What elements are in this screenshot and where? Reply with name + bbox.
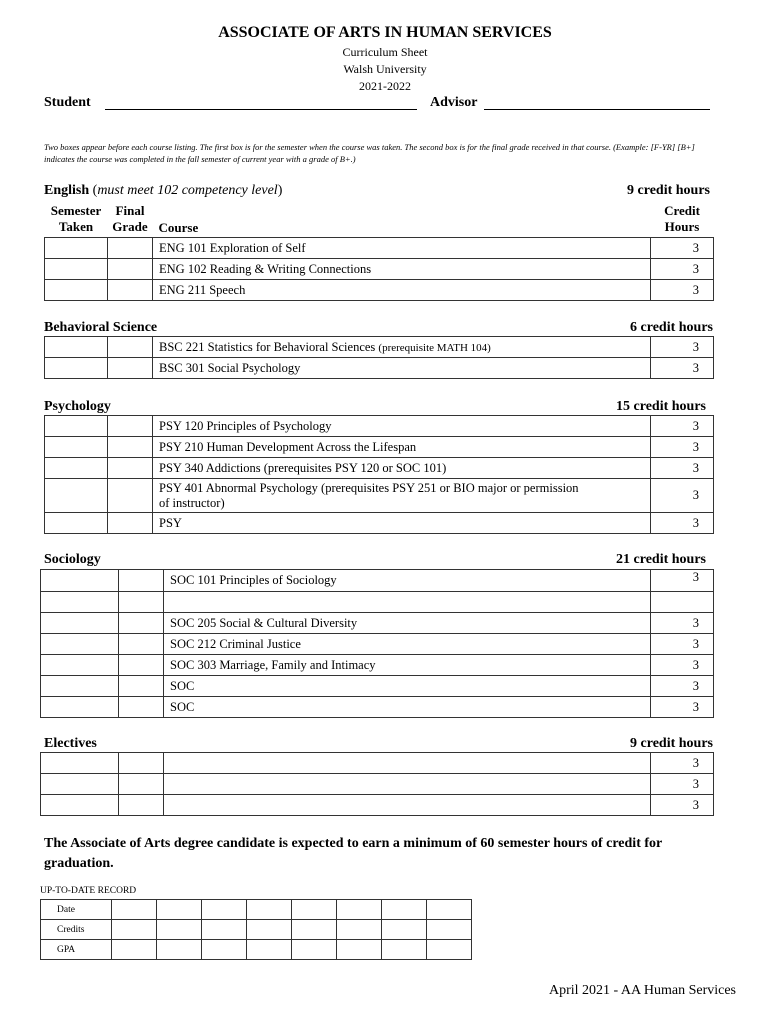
record-row-date <box>41 900 472 920</box>
table-row <box>45 513 714 534</box>
section-title-electives: Electives <box>44 736 97 751</box>
semester-box[interactable] <box>45 280 108 301</box>
table-row <box>45 238 714 259</box>
table-row <box>41 676 714 697</box>
semester-box[interactable] <box>45 358 108 379</box>
record-cell[interactable] <box>247 900 292 920</box>
course-hours: 3 <box>651 280 714 301</box>
semester-box[interactable] <box>45 337 108 358</box>
semester-box[interactable] <box>41 592 119 613</box>
grade-box[interactable] <box>119 634 164 655</box>
record-cell[interactable] <box>337 920 382 940</box>
table-row <box>45 416 714 437</box>
course-name: SOC <box>164 697 651 718</box>
grade-box[interactable] <box>108 337 153 358</box>
grade-box[interactable] <box>108 513 153 534</box>
section-title-behavioral-science: Behavioral Science <box>44 320 158 335</box>
grade-box[interactable] <box>119 570 164 592</box>
course-hours <box>651 592 714 613</box>
section-title-sociology: Sociology <box>44 552 101 567</box>
grade-box[interactable] <box>108 416 153 437</box>
section-credits-english: 9 credit hours <box>627 183 710 198</box>
course-name[interactable] <box>164 753 651 774</box>
section-title-english: English (must meet 102 competency level) <box>44 183 283 198</box>
table-row <box>41 795 714 816</box>
student-field[interactable] <box>105 109 417 110</box>
record-cell[interactable] <box>382 940 427 960</box>
record-cell[interactable] <box>247 920 292 940</box>
semester-box[interactable] <box>45 259 108 280</box>
course-name[interactable] <box>164 795 651 816</box>
course-name: PSY 120 Principles of Psychology <box>153 416 651 437</box>
grade-box[interactable] <box>119 753 164 774</box>
course-hours: 3 <box>651 337 714 358</box>
psychology-course-table <box>44 415 714 534</box>
grade-box[interactable] <box>108 437 153 458</box>
record-row-credits <box>41 920 472 940</box>
record-cell[interactable] <box>112 920 157 940</box>
course-hours: 3 <box>651 774 714 795</box>
course-name: SOC 101 Principles of Sociology <box>164 570 651 592</box>
semester-box[interactable] <box>41 676 119 697</box>
grade-box[interactable] <box>108 358 153 379</box>
course-name: PSY 210 Human Development Across the Lifespan <box>153 437 651 458</box>
semester-box[interactable] <box>41 634 119 655</box>
semester-box[interactable] <box>45 238 108 259</box>
course-name: SOC 205 Social & Cultural Diversity <box>164 613 651 634</box>
semester-box[interactable] <box>41 753 119 774</box>
col-course: Course <box>158 220 199 235</box>
record-cell[interactable] <box>337 900 382 920</box>
course-name: ENG 101 Exploration of Self <box>153 238 651 259</box>
subtitle: Curriculum Sheet <box>342 45 428 59</box>
table-row <box>41 697 714 718</box>
course-name: ENG 211 Speech <box>153 280 651 301</box>
advisor-field[interactable] <box>484 109 710 110</box>
semester-box[interactable] <box>41 655 119 676</box>
prerequisite-note: (prerequisite MATH 104) <box>378 341 491 354</box>
semester-box[interactable] <box>45 416 108 437</box>
semester-box[interactable] <box>41 774 119 795</box>
english-course-table <box>44 201 714 301</box>
grade-box[interactable] <box>119 613 164 634</box>
table-row <box>41 655 714 676</box>
course-hours: 3 <box>651 697 714 718</box>
grade-box[interactable] <box>108 259 153 280</box>
course-hours: 3 <box>651 238 714 259</box>
grade-box[interactable] <box>119 592 164 613</box>
course-hours: 3 <box>651 655 714 676</box>
course-hours: 3 <box>651 634 714 655</box>
grade-box[interactable] <box>108 280 153 301</box>
record-cell[interactable] <box>337 940 382 960</box>
table-row <box>45 259 714 280</box>
footer-text: April 2021 - AA Human Services <box>548 983 736 998</box>
col-semester-taken: Semester Taken <box>50 203 102 234</box>
instructions: Two boxes appear before each course listing. The first box is for the semester when the course was taken. The second box is for the final grade received in that course. (Example: [F-YR] [B+] indicates the course was completed in the fall semester of current year with a grade of B+.) <box>44 142 695 164</box>
academic-year: 2021-2022 <box>359 79 411 93</box>
record-cell[interactable] <box>427 940 472 960</box>
course-name[interactable] <box>164 774 651 795</box>
grade-box[interactable] <box>119 655 164 676</box>
table-row <box>45 358 714 379</box>
table-row <box>41 634 714 655</box>
course-hours: 3 <box>651 437 714 458</box>
course-name: SOC 212 Criminal Justice <box>164 634 651 655</box>
course-name: BSC 221 Statistics for Behavioral Sciences (prerequisite MATH 104) <box>153 337 651 358</box>
course-hours: 3 <box>651 259 714 280</box>
course-hours: 3 <box>651 358 714 379</box>
record-row-gpa <box>41 940 472 960</box>
record-cell[interactable] <box>247 940 292 960</box>
record-cell[interactable] <box>427 920 472 940</box>
record-cell[interactable] <box>202 920 247 940</box>
course-name: SOC <box>164 676 651 697</box>
table-row <box>41 570 714 592</box>
course-name <box>164 592 651 613</box>
semester-box[interactable] <box>41 570 119 592</box>
grade-box[interactable] <box>119 697 164 718</box>
course-name: BSC 301 Social Psychology <box>153 358 651 379</box>
table-row <box>45 337 714 358</box>
semester-box[interactable] <box>45 437 108 458</box>
col-final-grade: Final Grade <box>112 203 148 234</box>
electives-course-table <box>40 752 714 816</box>
table-row <box>41 592 714 613</box>
course-name: PSY <box>153 513 651 534</box>
section-credits-psychology: 15 credit hours <box>616 399 706 414</box>
course-name: PSY 340 Addictions (prerequisites PSY 120 or SOC 101) <box>153 458 651 479</box>
table-row <box>45 458 714 479</box>
section-credits-electives: 9 credit hours <box>630 736 713 751</box>
record-label-credits: Credits <box>41 920 112 940</box>
record-cell[interactable] <box>382 900 427 920</box>
semester-box[interactable] <box>41 697 119 718</box>
course-name: ENG 102 Reading & Writing Connections <box>153 259 651 280</box>
university-name: Walsh University <box>343 62 427 76</box>
semester-box[interactable] <box>41 613 119 634</box>
grade-box[interactable] <box>119 676 164 697</box>
record-cell[interactable] <box>202 900 247 920</box>
course-hours: 3 <box>651 570 714 592</box>
table-row <box>45 280 714 301</box>
course-name: SOC 303 Marriage, Family and Intimacy <box>164 655 651 676</box>
record-title: UP-TO-DATE RECORD <box>40 886 137 896</box>
col-credit-hours: Credit Hours <box>664 203 700 234</box>
table-row <box>45 479 714 513</box>
course-hours: 3 <box>651 613 714 634</box>
semester-box[interactable] <box>45 479 108 513</box>
section-credits-behavioral-science: 6 credit hours <box>630 320 713 335</box>
table-row <box>41 774 714 795</box>
record-cell[interactable] <box>112 940 157 960</box>
up-to-date-record-table <box>40 899 472 960</box>
grade-box[interactable] <box>108 458 153 479</box>
record-cell[interactable] <box>157 900 202 920</box>
record-cell[interactable] <box>427 900 472 920</box>
section-title-psychology: Psychology <box>44 399 111 414</box>
table-row <box>41 613 714 634</box>
page-title: ASSOCIATE OF ARTS IN HUMAN SERVICES <box>218 24 552 41</box>
table-row <box>45 437 714 458</box>
record-cell[interactable] <box>157 940 202 960</box>
course-hours: 3 <box>651 479 714 513</box>
record-cell[interactable] <box>382 920 427 940</box>
student-label: Student <box>44 95 91 110</box>
grade-box[interactable] <box>119 774 164 795</box>
behavioral-course-table <box>44 336 714 379</box>
semester-box[interactable] <box>41 795 119 816</box>
graduation-requirement-note: The Associate of Arts degree candidate is expected to earn a minimum of 60 semester hours of credit for graduation. <box>44 836 662 871</box>
record-cell[interactable] <box>292 900 337 920</box>
record-cell[interactable] <box>112 900 157 920</box>
record-cell[interactable] <box>202 940 247 960</box>
table-row <box>41 753 714 774</box>
grade-box[interactable] <box>108 238 153 259</box>
section-credits-sociology: 21 credit hours <box>616 552 706 567</box>
course-hours: 3 <box>651 513 714 534</box>
course-hours: 3 <box>651 458 714 479</box>
semester-box[interactable] <box>45 513 108 534</box>
grade-box[interactable] <box>108 479 153 513</box>
record-cell[interactable] <box>292 920 337 940</box>
course-hours: 3 <box>651 753 714 774</box>
semester-box[interactable] <box>45 458 108 479</box>
course-hours: 3 <box>651 416 714 437</box>
sociology-course-table <box>40 569 714 718</box>
record-label-gpa: GPA <box>41 940 112 960</box>
record-cell[interactable] <box>292 940 337 960</box>
course-name: PSY 401 Abnormal Psychology (prerequisites PSY 251 or BIO major or permission of instructor) <box>153 479 651 513</box>
grade-box[interactable] <box>119 795 164 816</box>
course-hours: 3 <box>651 795 714 816</box>
record-label-date: Date <box>41 900 112 920</box>
course-hours: 3 <box>651 676 714 697</box>
record-cell[interactable] <box>157 920 202 940</box>
advisor-label: Advisor <box>430 95 478 110</box>
